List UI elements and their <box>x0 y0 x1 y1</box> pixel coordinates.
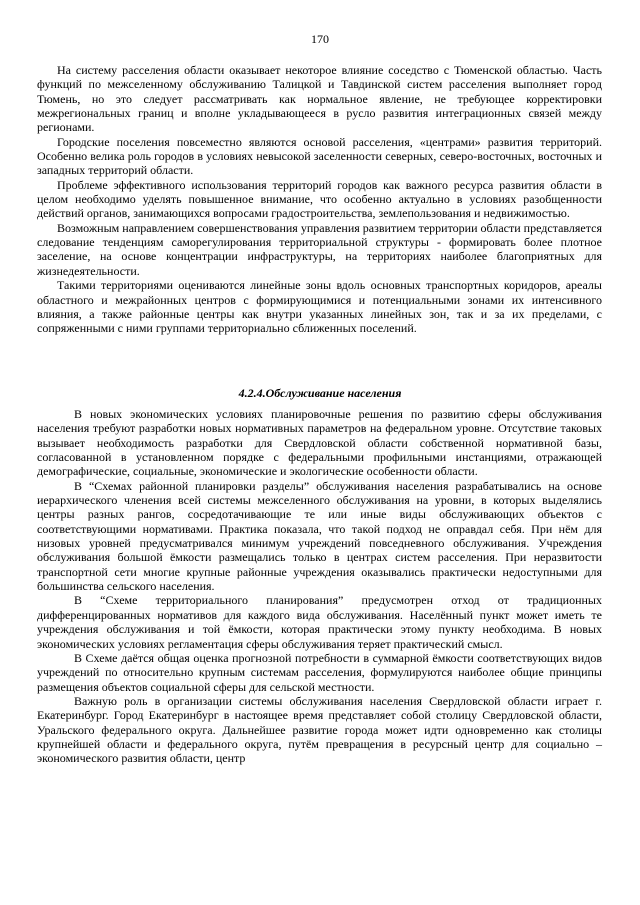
paragraph: В Схеме даётся общая оценка прогнозной потребности в суммарной ёмкости соответствующих видов учреждений по относительно крупным системам расселения, формулируются наиболее общие принципы размещения объектов социальной сферы для сельской местности. <box>37 650 602 694</box>
paragraph: На систему расселения области оказывает некоторое влияние соседство с Тюменской областью. Часть функций по межселенному обслуживанию Талицкой и Тавдинской систем расселения выполняет город Тюмень, но это следует рассматривать как нормальное явление, не требующее корректировки межрегиональных границ и вполне укладывающееся в русло развития интеграционных связей между регионами. <box>37 63 602 135</box>
page-number: 170 <box>311 32 329 46</box>
paragraph: Такими территориями оцениваются линейные зоны вдоль основных транспортных коридоров, ареалы областного и межрайонных центров с формирующимися и потенциальными зонами их интенсивного влияния, а также районные центры как внутри указанных линейных зон, так и за их пределами, с сопряженными с ними группами территориально сближенных поселений. <box>37 278 602 336</box>
paragraph: В “Схеме территориального планирования” предусмотрен отход от традиционных дифференцированных нормативов для каждого вида обслуживания. Населённый пункт может иметь те учреждения обслуживания и той ёмкости, которая практически этому пункту необходима. В новых экономических условиях регламентация сферы обслуживания теряет практический смысл. <box>37 593 602 651</box>
paragraph: Важную роль в организации системы обслуживания населения Свердловской области играет г. Екатеринбург. Город Екатеринбург в настоящее время представляет собой столицу Свердловской области, Уральского федерального округа. Дальнейшее развитие города может идти одновременно как столицы крупнейшей области и федерального округа, путём превращения в ресурсный центр для социально – экономического развития области, центр <box>37 693 602 766</box>
paragraph: Городские поселения повсеместно являются основой расселения, «центрами» развития территорий. Особенно велика роль городов в условиях невысокой заселенности северных, северо-восточных, восточных и западных территорий области. <box>37 134 602 178</box>
paragraph: В “Схемах районной планировки разделы” обслуживания населения разрабатывались на основе иерархического членения всей системы межселенного обслуживания на уровни, в которых выделялись центры разных рангов, сосредотачивающие те или иные виды обслуживающих объектов с соответствующими нормативами. Практика показала, что такой подход не оправдал себя. При нём для низовых уровней предусматривался минимум учреждений повседневного обслуживания. Учреждения обслуживания большой ёмкости размещались только в центрах систем расселения. При неразвитости транспортной сети многие крупные районные учреждения оказывались практически недоступными для большинства сельского населения. <box>37 478 602 594</box>
paragraph: Возможным направлением совершенствования управления развитием территории области представляется следование тенденциям саморегулирования территориальной структуры - формировать более плотное заселение, на основе концентрации инфраструктуры, на территориях наиболее благоприятных для жизнедеятельности. <box>37 220 602 278</box>
paragraph: В новых экономических условиях планировочные решения по развитию сферы обслуживания населения требуют разработки новых нормативных параметров на федеральном уровне. Отсутствие таковых вызывает необходимость разработки для Свердловской области собственной нормативной базы, согласованной в установленном порядке с федеральными профильными инстанциями, отражающей демографические, социальные, экономические и экологические особенности области. <box>37 407 602 479</box>
bottom-text-block <box>37 407 602 766</box>
section-heading: 4.2.4.Обслуживание населения <box>238 386 402 400</box>
paragraph: Проблеме эффективного использования территорий городов как важного ресурса развития области в целом необходимо уделять повышенное внимание, что особенно актуально в условиях разобщенности действий органов, занимающихся вопросами градостроительства, землепользования и недвижимостью. <box>37 177 602 221</box>
top-text-block <box>37 63 602 336</box>
